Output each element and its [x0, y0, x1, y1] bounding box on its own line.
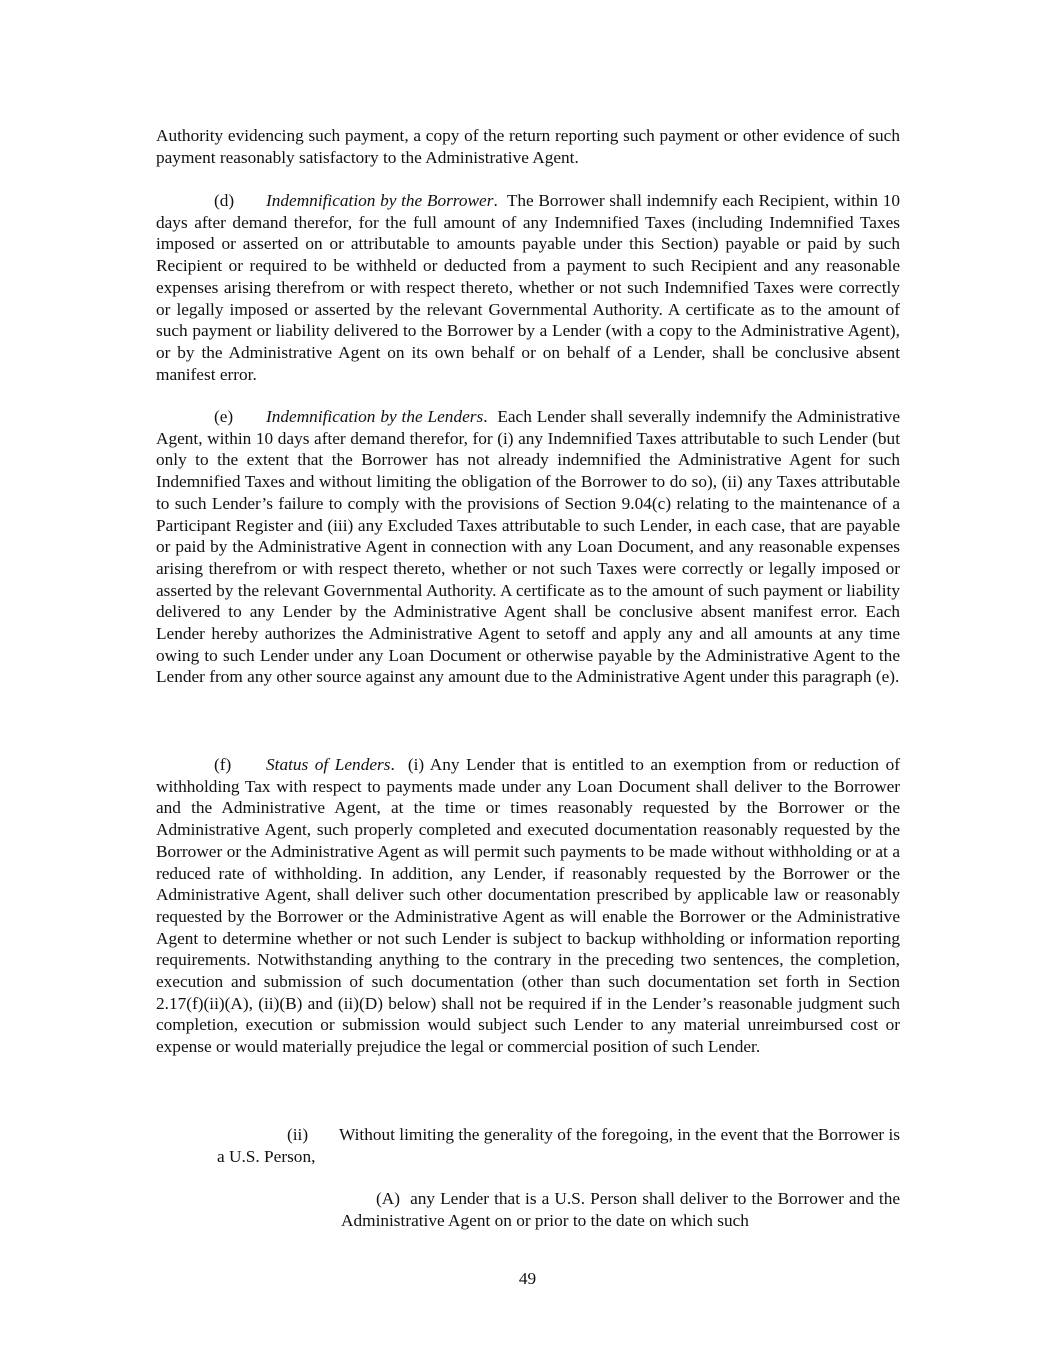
paragraph-A-label: (A)	[376, 1189, 400, 1208]
paragraph-f-body: (i) Any Lender that is entitled to an exemption from or reduction of withholding Tax with respect to payments made under any Loan Document shall deliver to the Borrower and the Administrative Agent, at the time or times reasonably requested by the Borrower or the Administrative Agent, such properly completed and executed documentation reasonably requested by the Borrower or the Administrative Agent as will permit such payments to be made without withholding or at a reduced rate of withholding. In addition, any Lender, if reasonably requested by the Borrower or the Administrative Agent, shall deliver such other documentation prescribed by applicable law or reasonably requested by the Borrower or the Administrative Agent as will enable the Borrower or the Administrative Agent to determine whether or not such Lender is subject to backup withholding or information reporting requirements. Notwithstanding anything to the contrary in the preceding two sentences, the completion, execution and submission of such documentation (other than such documentation set forth in Section 2.17(f)(ii)(A), (ii)(B) and (ii)(D) below) shall not be required if in the Lender’s reasonable judgment such completion, execution or submission would subject such Lender to any material unreimbursed cost or expense or would materially prejudice the legal or commercial position of such Lender.	[156, 755, 900, 1057]
paragraph-e-body: Each Lender shall severally indemnify the Administrative Agent, within 10 days after demand therefor, for (i) any Indemnified Taxes attributable to such Lender (but only to the extent that the Borrower has not already indemnified the Administrative Agent for such Indemnified Taxes and without limiting the obligation of the Borrower to do so), (ii) any Taxes attributable to such Lender’s failure to comply with the provisions of Section 9.04(c) relating to the maintenance of a Participant Register and (iii) any Excluded Taxes attributable to such Lender, in each case, that are payable or paid by the Administrative Agent in connection with any Loan Document, and any reasonable expenses arising therefrom or with respect thereto, whether or not such Taxes were correctly or legally imposed or asserted by the relevant Governmental Authority. A certificate as to the amount of such payment or liability delivered to any Lender by the Administrative Agent shall be conclusive absent manifest error. Each Lender hereby authorizes the Administrative Agent to setoff and apply any and all amounts at any time owing to such Lender under any Loan Document or otherwise payable by the Administrative Agent to the Lender from any other source against any amount due to the Administrative Agent under this paragraph (e).	[156, 407, 900, 687]
carryover-paragraph: Authority evidencing such payment, a copy of the return reporting such payment or other evidence of such payment reasonably satisfactory to the Administrative Agent.	[156, 126, 900, 167]
paragraph-e: (e) Indemnification by the Lenders. Each Lender shall severally indemnify the Administrative Agent, within 10 days after demand therefor, for (i) any Indemnified Taxes attributable to such Lender (but only to the extent that the Borrower has not already indemnified the Administrative Agent for such Indemnified Taxes and without limiting the obligation of the Borrower to do so), (ii) any Taxes attributable to such Lender’s failure to comply with the provisions of Section 9.04(c) relating to the maintenance of a Participant Register and (iii) any Excluded Taxes attributable to such Lender, in each case, that are payable or paid by the Administrative Agent in connection with any Loan Document, and any reasonable expenses arising therefrom or with respect thereto, whether or not such Taxes were correctly or legally imposed or asserted by the relevant Governmental Authority. A certificate as to the amount of such payment or liability delivered to any Lender by the Administrative Agent shall be conclusive absent manifest error. Each Lender hereby authorizes the Administrative Agent to setoff and apply any and all amounts at any time owing to such Lender under any Loan Document or otherwise payable by the Administrative Agent to the Lender from any other source against any amount due to the Administrative Agent under this paragraph (e).	[156, 407, 900, 687]
paragraph-ii-label: (ii)	[287, 1125, 309, 1144]
paragraph-f-label: (f)	[214, 755, 232, 774]
paragraph-ii	[217, 1124, 900, 1167]
paragraph-f: (f) Status of Lenders. (i) Any Lender that is entitled to an exemption from or reduction of withholding Tax with respect to payments made under any Loan Document shall deliver to the Borrower and the Administrative Agent, at the time or times reasonably requested by the Borrower or the Administrative Agent, such properly completed and executed documentation reasonably requested by the Borrower or the Administrative Agent as will permit such payments to be made without withholding or at a reduced rate of withholding. In addition, any Lender, if reasonably requested by the Borrower or the Administrative Agent, shall deliver such other documentation prescribed by applicable law or reasonably requested by the Borrower or the Administrative Agent as will enable the Borrower or the Administrative Agent to determine whether or not such Lender is subject to backup withholding or information reporting requirements. Notwithstanding anything to the contrary in the preceding two sentences, the completion, execution and submission of such documentation (other than such documentation set forth in Section 2.17(f)(ii)(A), (ii)(B) and (ii)(D) below) shall not be required if in the Lender’s reasonable judgment such completion, execution or submission would subject such Lender to any material unreimbursed cost or expense or would materially prejudice the legal or commercial position of such Lender.	[156, 755, 900, 1057]
page-number: 49	[518, 1269, 537, 1288]
paragraph-d-label: (d)	[214, 191, 235, 210]
paragraph-ii-body: Without limiting the generality of the foregoing, in the event that the Borrower is a U.S. Person,	[217, 1125, 900, 1166]
paragraph-d-heading: Indemnification by the Borrower	[266, 191, 494, 210]
paragraph-A-body: any Lender that is a U.S. Person shall deliver to the Borrower and the Administrative Agent on or prior to the date on which such	[341, 1189, 901, 1230]
paragraph-d: (d) Indemnification by the Borrower. The Borrower shall indemnify each Recipient, within 10 days after demand therefor, for the full amount of any Indemnified Taxes (including Indemnified Taxes imposed or asserted on or attributable to amounts payable under this Section) payable or paid by such Recipient or required to be withheld or deducted from a payment to such Recipient and any reasonable expenses arising therefrom or with respect thereto, whether or not such Indemnified Taxes were correctly or legally imposed or asserted by the relevant Governmental Authority. A certificate as to the amount of such payment or liability delivered to the Borrower by a Lender (with a copy to the Administrative Agent), or by the Administrative Agent on its own behalf or on behalf of a Lender, shall be conclusive absent manifest error.	[156, 191, 900, 384]
paragraph-f-heading: Status of Lenders	[266, 755, 391, 774]
paragraph-d-body: The Borrower shall indemnify each Recipient, within 10 days after demand therefor, for the full amount of any Indemnified Taxes (including Indemnified Taxes imposed or asserted on or attributable to amounts payable under this Section) payable or paid by such Recipient or required to be withheld or deducted from a payment to such Recipient and any reasonable expenses arising therefrom or with respect thereto, whether or not such Indemnified Taxes were correctly or legally imposed or asserted by the relevant Governmental Authority. A certificate as to the amount of such payment or liability delivered to the Borrower by a Lender (with a copy to the Administrative Agent), or by the Administrative Agent on its own behalf or on behalf of a Lender, shall be conclusive absent manifest error.	[156, 191, 900, 384]
paragraph-e-heading: Indemnification by the Lenders	[266, 407, 484, 426]
paragraph-e-label: (e)	[214, 407, 234, 426]
paragraph-A	[341, 1188, 900, 1231]
